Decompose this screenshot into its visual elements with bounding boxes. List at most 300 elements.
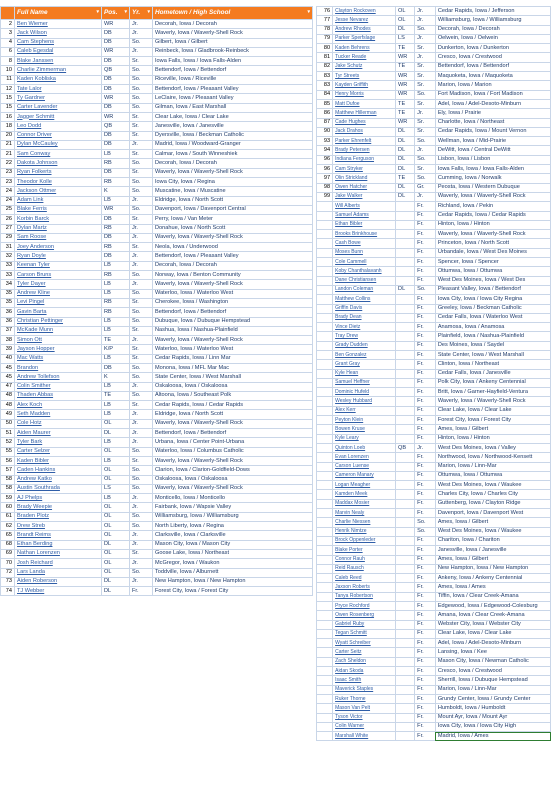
cell-position[interactable] xyxy=(396,304,415,313)
cell-number[interactable]: 97 xyxy=(317,174,333,183)
cell-number[interactable]: 6 xyxy=(1,47,15,56)
cell-position[interactable] xyxy=(396,536,415,545)
cell-hometown[interactable]: Forest City, Iowa / Forest City xyxy=(153,587,313,596)
cell-number[interactable]: 16 xyxy=(1,112,15,121)
cell-hometown[interactable]: Decorah, Iowa / Decorah xyxy=(435,25,550,34)
cell-number[interactable]: 35 xyxy=(1,289,15,298)
cell-full-name[interactable]: Reid Rausch xyxy=(333,564,396,573)
cell-year[interactable]: So. xyxy=(130,466,153,475)
cell-position[interactable]: TE xyxy=(396,109,415,118)
cell-number[interactable]: 45 xyxy=(1,373,15,382)
cell-hometown[interactable]: Eldridge, Iowa / North Scott xyxy=(153,410,313,419)
cell-position[interactable] xyxy=(396,704,415,713)
cell-year[interactable]: Fr. xyxy=(415,564,436,573)
cell-year[interactable]: Sr. xyxy=(415,81,436,90)
cell-full-name[interactable]: Maverick Staples xyxy=(333,685,396,694)
cell-hometown[interactable]: Marion, Iowa / Linn-Mar xyxy=(435,685,550,694)
cell-hometown[interactable]: Ames, Iowa / Gilbert xyxy=(435,555,550,564)
cell-full-name[interactable]: Cade Hughes xyxy=(333,118,396,127)
cell-full-name[interactable]: Marvin Nealy xyxy=(333,509,396,518)
cell-year[interactable]: Sr. xyxy=(415,118,436,127)
cell-number[interactable] xyxy=(317,676,333,685)
cell-year[interactable]: Fr. xyxy=(415,323,436,332)
cell-number[interactable]: 2 xyxy=(1,20,15,29)
cell-year[interactable]: Fr. xyxy=(415,248,436,257)
cell-year[interactable]: Fr. xyxy=(415,295,436,304)
cell-number[interactable] xyxy=(317,285,333,294)
cell-full-name[interactable]: Wyatt Schreiber xyxy=(333,639,396,648)
cell-full-name[interactable]: Tucker Reade xyxy=(333,53,396,62)
cell-full-name[interactable]: Owen Hatcher xyxy=(333,183,396,192)
cell-number[interactable]: 12 xyxy=(1,85,15,94)
cell-hometown[interactable]: New Hampton, Iowa / New Hampton xyxy=(435,564,550,573)
selected-cell[interactable]: Madrid, Iowa / Ames xyxy=(435,732,550,741)
cell-number[interactable]: 51 xyxy=(1,429,15,438)
cell-hometown[interactable]: Waverly, Iowa / Waverly-Shell Rock xyxy=(153,484,313,493)
cell-year[interactable]: So. xyxy=(415,518,436,527)
cell-hometown[interactable]: State Center, Iowa / West Marshall xyxy=(153,373,313,382)
cell-hometown[interactable]: Mason City, Iowa / Mason City xyxy=(153,540,313,549)
cell-full-name[interactable]: Lars Landa xyxy=(15,568,102,577)
cell-full-name[interactable]: Nathan Lorenzen xyxy=(15,549,102,558)
cell-year[interactable]: Fr. xyxy=(415,202,436,211)
cell-number[interactable] xyxy=(317,713,333,722)
cell-hometown[interactable]: Cedar Rapids, Iowa / Mount Vernon xyxy=(435,127,550,136)
cell-position[interactable]: DL xyxy=(396,285,415,294)
cell-full-name[interactable]: Blake Ferris xyxy=(15,205,102,214)
cell-hometown[interactable]: Clear Lake, Iowa / Clear Lake xyxy=(435,406,550,415)
cell-number[interactable]: 84 xyxy=(317,90,333,99)
cell-hometown[interactable]: Decorah, Iowa / Decorah xyxy=(153,261,313,270)
cell-number[interactable] xyxy=(317,360,333,369)
cell-number[interactable]: 74 xyxy=(1,587,15,596)
cell-hometown[interactable]: Peosta, Iowa / Western Dubuque xyxy=(435,183,550,192)
cell-number[interactable]: 21 xyxy=(1,140,15,149)
cell-number[interactable]: 59 xyxy=(1,494,15,503)
cell-hometown[interactable]: Waverly, Iowa / Waverly-Shell Rock xyxy=(153,419,313,428)
cell-full-name[interactable]: Brandt Reims xyxy=(15,531,102,540)
cell-position[interactable] xyxy=(396,629,415,638)
cell-hometown[interactable]: Cedar Rapids, Iowa / Cedar Rapids xyxy=(435,211,550,220)
cell-number[interactable] xyxy=(317,295,333,304)
cell-year[interactable]: Fr. xyxy=(415,211,436,220)
cell-position[interactable] xyxy=(396,509,415,518)
cell-full-name[interactable]: Griffin Davis xyxy=(333,304,396,313)
cell-position[interactable]: OL xyxy=(102,531,130,540)
cell-year[interactable]: Fr. xyxy=(415,388,436,397)
cell-full-name[interactable]: Dane Christiansen xyxy=(333,276,396,285)
cell-position[interactable] xyxy=(396,211,415,220)
cell-number[interactable]: 65 xyxy=(1,531,15,540)
cell-number[interactable]: 52 xyxy=(1,438,15,447)
cell-number[interactable]: 45 xyxy=(1,363,15,372)
cell-hometown[interactable]: Ames, Iowa / Ames xyxy=(435,583,550,592)
cell-number[interactable]: 48 xyxy=(1,401,15,410)
cell-hometown[interactable]: West Des Moines, Iowa / West Des xyxy=(435,276,550,285)
cell-full-name[interactable]: Alex Kerr xyxy=(333,406,396,415)
cell-year[interactable]: Fr. xyxy=(415,713,436,722)
cell-full-name[interactable]: Jesse Nevarez xyxy=(333,16,396,25)
cell-position[interactable]: RB xyxy=(102,224,130,233)
cell-year[interactable]: Fr. xyxy=(415,574,436,583)
cell-year[interactable]: Fr. xyxy=(415,276,436,285)
cell-number[interactable] xyxy=(317,341,333,350)
cell-number[interactable]: 58 xyxy=(1,475,15,484)
cell-position[interactable]: RB xyxy=(102,271,130,280)
cell-position[interactable] xyxy=(396,583,415,592)
cell-number[interactable]: 56 xyxy=(1,456,15,465)
cell-position[interactable]: QB xyxy=(102,66,130,75)
cell-hometown[interactable]: West Des Moines, Iowa / Waukee xyxy=(435,481,550,490)
cell-position[interactable]: LS xyxy=(396,34,415,43)
cell-year[interactable]: So. xyxy=(130,178,153,187)
cell-full-name[interactable]: Blake Porter xyxy=(333,546,396,555)
cell-hometown[interactable]: Spencer, Iowa / Spencer xyxy=(435,258,550,267)
cell-position[interactable] xyxy=(396,657,415,666)
cell-number[interactable]: 18 xyxy=(1,122,15,131)
cell-position[interactable] xyxy=(396,350,415,359)
cell-full-name[interactable]: Andrew Katko xyxy=(15,475,102,484)
cell-hometown[interactable]: Anamosa, Iowa / Anamosa xyxy=(435,323,550,332)
cell-hometown[interactable]: Ankeny, Iowa / Ankeny Centennial xyxy=(435,574,550,583)
cell-hometown[interactable]: Adel, Iowa / Adel-Desoto-Minburn xyxy=(435,99,550,108)
cell-hometown[interactable]: Cedar Rapids, Iowa / Cedar Rapids xyxy=(153,401,313,410)
cell-full-name[interactable]: Caleb Egesdal xyxy=(15,47,102,56)
cell-hometown[interactable]: Madrid, Iowa / Woodward-Granger xyxy=(153,140,313,149)
cell-year[interactable]: Jr. xyxy=(130,503,153,512)
cell-year[interactable]: Sr. xyxy=(130,354,153,363)
cell-position[interactable]: LB xyxy=(102,401,130,410)
cell-number[interactable] xyxy=(317,258,333,267)
cell-full-name[interactable]: Dylan Martz xyxy=(15,224,102,233)
cell-number[interactable] xyxy=(317,602,333,611)
cell-full-name[interactable]: Seth Madden xyxy=(15,410,102,419)
cell-number[interactable]: 93 xyxy=(317,137,333,146)
cell-year[interactable]: Fr. xyxy=(415,583,436,592)
cell-full-name[interactable]: Cole Cammell xyxy=(333,258,396,267)
cell-full-name[interactable]: Brock Oppenleder xyxy=(333,536,396,545)
cell-number[interactable] xyxy=(317,620,333,629)
cell-full-name[interactable]: Will Alberts xyxy=(333,202,396,211)
cell-full-name[interactable]: Andrew Tollefson xyxy=(15,373,102,382)
cell-position[interactable]: DL xyxy=(396,155,415,164)
cell-year[interactable]: Fr. xyxy=(415,378,436,387)
cell-hometown[interactable]: Toddville, Iowa / Alburnett xyxy=(153,568,313,577)
cell-position[interactable] xyxy=(396,202,415,211)
cell-number[interactable]: 25 xyxy=(1,205,15,214)
cell-year[interactable]: Jr. xyxy=(130,429,153,438)
cell-full-name[interactable]: Theodor Kolle xyxy=(15,178,102,187)
cell-position[interactable]: RB xyxy=(102,298,130,307)
cell-year[interactable]: So. xyxy=(415,285,436,294)
cell-position[interactable]: DL xyxy=(396,183,415,192)
cell-hometown[interactable]: Monona, Iowa / MFL Mar Mac xyxy=(153,363,313,372)
cell-full-name[interactable]: Matt Dufoe xyxy=(333,99,396,108)
cell-year[interactable]: So. xyxy=(130,484,153,493)
cell-hometown[interactable]: Norway, Iowa / Benton Community xyxy=(153,271,313,280)
cell-number[interactable]: 94 xyxy=(317,146,333,155)
cell-full-name[interactable]: Vince Dietz xyxy=(333,323,396,332)
cell-full-name[interactable]: Brady Petersen xyxy=(333,146,396,155)
cell-full-name[interactable]: Jagger Schmitt xyxy=(15,112,102,121)
header-position[interactable]: Pos. ▾ xyxy=(102,7,130,20)
cell-year[interactable]: So. xyxy=(130,522,153,531)
cell-position[interactable]: OL xyxy=(102,512,130,521)
cell-number[interactable]: 69 xyxy=(1,549,15,558)
cell-full-name[interactable]: Brooks Brinkhouse xyxy=(333,230,396,239)
cell-year[interactable]: Jr. xyxy=(415,443,436,452)
cell-year[interactable]: Jr. xyxy=(415,146,436,155)
cell-hometown[interactable]: State Center, Iowa / West Marshall xyxy=(435,350,550,359)
cell-full-name[interactable]: Levi Pingel xyxy=(15,298,102,307)
cell-hometown[interactable]: Cresco, Iowa / Crestwood xyxy=(435,667,550,676)
cell-full-name[interactable]: Tate Lalor xyxy=(15,85,102,94)
cell-number[interactable]: 4 xyxy=(1,38,15,47)
cell-year[interactable]: Fr. xyxy=(415,648,436,657)
cell-position[interactable]: RB xyxy=(102,243,130,252)
cell-position[interactable]: OL xyxy=(102,503,130,512)
cell-hometown[interactable]: Ames, Iowa / Gilbert xyxy=(435,518,550,527)
cell-position[interactable] xyxy=(396,564,415,573)
cell-position[interactable]: LB xyxy=(102,326,130,335)
cell-position[interactable]: DB xyxy=(102,103,130,112)
cell-hometown[interactable]: Janesville, Iowa / Janesville xyxy=(435,546,550,555)
cell-full-name[interactable]: Josh Reichard xyxy=(15,559,102,568)
cell-year[interactable]: Jr. xyxy=(130,419,153,428)
cell-position[interactable]: LB xyxy=(102,382,130,391)
cell-year[interactable]: So. xyxy=(130,205,153,214)
cell-year[interactable]: Jr. xyxy=(130,531,153,540)
cell-number[interactable] xyxy=(317,555,333,564)
cell-position[interactable] xyxy=(396,471,415,480)
cell-year[interactable]: Sr. xyxy=(130,150,153,159)
cell-number[interactable] xyxy=(317,248,333,257)
cell-full-name[interactable]: Tray Drew xyxy=(333,332,396,341)
cell-year[interactable]: Sr. xyxy=(415,99,436,108)
cell-position[interactable] xyxy=(396,602,415,611)
cell-position[interactable]: LB xyxy=(102,261,130,270)
cell-position[interactable]: WR xyxy=(396,72,415,81)
cell-hometown[interactable]: Waverly, Iowa / Waverly-Shell Rock xyxy=(153,168,313,177)
cell-number[interactable] xyxy=(317,230,333,239)
cell-year[interactable]: Jr. xyxy=(130,233,153,242)
cell-position[interactable]: QB xyxy=(102,122,130,131)
cell-year[interactable]: So. xyxy=(415,90,436,99)
cell-hometown[interactable]: Lansing, Iowa / Kee xyxy=(435,648,550,657)
cell-year[interactable]: Jr. xyxy=(130,540,153,549)
cell-hometown[interactable]: Richland, Iowa / Pekin xyxy=(435,202,550,211)
cell-year[interactable]: Sr. xyxy=(130,345,153,354)
cell-position[interactable] xyxy=(396,388,415,397)
cell-position[interactable]: DL xyxy=(396,127,415,136)
cell-year[interactable]: Fr. xyxy=(415,694,436,703)
cell-full-name[interactable]: Dylan McCauley xyxy=(15,140,102,149)
cell-year[interactable]: Fr. xyxy=(415,230,436,239)
cell-full-name[interactable]: Olin Strickland xyxy=(333,174,396,183)
cell-number[interactable]: 50 xyxy=(1,419,15,428)
cell-year[interactable]: Gr. xyxy=(415,183,436,192)
cell-full-name[interactable]: Cash Bowe xyxy=(333,239,396,248)
cell-full-name[interactable]: Colin Smither xyxy=(15,382,102,391)
cell-year[interactable]: So. xyxy=(130,271,153,280)
cell-number[interactable]: 36 xyxy=(1,317,15,326)
cell-hometown[interactable]: DeWitt, Iowa / Central DeWitt xyxy=(435,146,550,155)
cell-full-name[interactable]: Caleb Reed xyxy=(333,574,396,583)
cell-number[interactable] xyxy=(317,276,333,285)
cell-hometown[interactable]: Cedar Falls, Iowa / Waterloo West xyxy=(435,313,550,322)
cell-number[interactable]: 49 xyxy=(1,410,15,419)
cell-year[interactable]: Fr. xyxy=(415,657,436,666)
cell-year[interactable]: Fr. xyxy=(130,587,153,596)
filter-dropdown-icon[interactable]: ▾ xyxy=(96,9,99,16)
cell-number[interactable]: 78 xyxy=(317,25,333,34)
cell-full-name[interactable]: Dakota Johnson xyxy=(15,159,102,168)
cell-full-name[interactable]: Matthew Hillerman xyxy=(333,109,396,118)
cell-hometown[interactable]: Ames, Iowa / Gilbert xyxy=(435,425,550,434)
cell-full-name[interactable]: Kayden Griffith xyxy=(333,81,396,90)
cell-full-name[interactable]: Dominic Hufeld xyxy=(333,388,396,397)
cell-full-name[interactable]: Ruker Thorne xyxy=(333,694,396,703)
cell-number[interactable] xyxy=(317,704,333,713)
cell-number[interactable]: 3 xyxy=(1,29,15,38)
cell-position[interactable]: DB xyxy=(102,38,130,47)
cell-year[interactable]: So. xyxy=(415,25,436,34)
cell-number[interactable] xyxy=(317,378,333,387)
header-year[interactable]: Yr. ▾ xyxy=(130,7,153,20)
cell-full-name[interactable]: Clayton Rockoven xyxy=(333,7,396,16)
cell-year[interactable]: So. xyxy=(130,85,153,94)
cell-number[interactable]: 32 xyxy=(1,252,15,261)
cell-number[interactable]: 24 xyxy=(1,187,15,196)
cell-number[interactable] xyxy=(317,509,333,518)
cell-full-name[interactable]: Ryan Folkerts xyxy=(15,168,102,177)
cell-year[interactable]: Fr. xyxy=(415,592,436,601)
cell-position[interactable] xyxy=(396,620,415,629)
cell-full-name[interactable]: Kyle Hean xyxy=(333,369,396,378)
cell-hometown[interactable]: Des Moines, Iowa / Saydel xyxy=(435,341,550,350)
cell-year[interactable]: Fr. xyxy=(415,732,436,741)
cell-year[interactable]: Jr. xyxy=(130,438,153,447)
cell-position[interactable] xyxy=(396,434,415,443)
cell-position[interactable] xyxy=(396,341,415,350)
cell-full-name[interactable]: Parker Sperfslage xyxy=(333,34,396,43)
cell-hometown[interactable]: Bettendorf, Iowa / Bettendorf xyxy=(153,308,313,317)
cell-position[interactable]: LB xyxy=(102,150,130,159)
cell-full-name[interactable]: Alex Koch xyxy=(15,401,102,410)
cell-number[interactable] xyxy=(317,471,333,480)
cell-full-name[interactable]: Sam Conway xyxy=(15,150,102,159)
cell-full-name[interactable]: Pryce Rochford xyxy=(333,602,396,611)
cell-hometown[interactable]: Cresco, Iowa / Crestwood xyxy=(435,53,550,62)
cell-year[interactable]: Fr. xyxy=(415,509,436,518)
cell-hometown[interactable]: Princeton, Iowa / North Scott xyxy=(435,239,550,248)
cell-full-name[interactable]: Parker Ehrenfelt xyxy=(333,137,396,146)
cell-hometown[interactable]: Dunkerton, Iowa / Dunkerton xyxy=(435,44,550,53)
cell-year[interactable]: Jr. xyxy=(130,577,153,586)
cell-year[interactable]: Sr. xyxy=(130,298,153,307)
cell-full-name[interactable]: Carter Seitz xyxy=(333,648,396,657)
cell-number[interactable]: 21 xyxy=(1,150,15,159)
cell-number[interactable] xyxy=(317,267,333,276)
cell-hometown[interactable]: Mount Ayr, Iowa / Mount Ayr xyxy=(435,713,550,722)
cell-hometown[interactable]: Gilbert, Iowa / Gilbert xyxy=(153,38,313,47)
cell-number[interactable]: 87 xyxy=(317,118,333,127)
cell-position[interactable]: DB xyxy=(102,252,130,261)
cell-full-name[interactable]: Adam Link xyxy=(15,196,102,205)
cell-position[interactable]: LB xyxy=(102,196,130,205)
cell-position[interactable] xyxy=(396,360,415,369)
cell-hometown[interactable]: North Liberty, Iowa / Regina xyxy=(153,522,313,531)
cell-hometown[interactable]: Chariton, Iowa / Chariton xyxy=(435,536,550,545)
cell-year[interactable]: Fr. xyxy=(415,546,436,555)
cell-full-name[interactable]: Colin Warner xyxy=(333,722,396,731)
cell-number[interactable]: 29 xyxy=(1,233,15,242)
cell-full-name[interactable]: Landon Coleman xyxy=(333,285,396,294)
cell-year[interactable]: So. xyxy=(130,75,153,84)
cell-full-name[interactable]: Cameron Manary xyxy=(333,471,396,480)
cell-position[interactable] xyxy=(396,685,415,694)
cell-full-name[interactable]: Brady Dean xyxy=(333,313,396,322)
cell-full-name[interactable]: Owen Rosenberg xyxy=(333,611,396,620)
cell-position[interactable]: LB xyxy=(102,317,130,326)
cell-year[interactable]: Fr. xyxy=(415,620,436,629)
cell-year[interactable]: Jr. xyxy=(130,196,153,205)
cell-number[interactable] xyxy=(317,462,333,471)
cell-position[interactable] xyxy=(396,592,415,601)
cell-year[interactable]: Fr. xyxy=(415,453,436,462)
cell-position[interactable]: DB xyxy=(102,57,130,66)
cell-hometown[interactable]: Gilman, Iowa / East Marshall xyxy=(153,103,313,112)
cell-number[interactable]: 82 xyxy=(317,62,333,71)
cell-number[interactable]: 61 xyxy=(1,512,15,521)
cell-position[interactable] xyxy=(396,713,415,722)
cell-full-name[interactable]: Samuel Adams xyxy=(333,211,396,220)
cell-number[interactable]: 76 xyxy=(317,7,333,16)
cell-position[interactable] xyxy=(396,453,415,462)
cell-position[interactable]: WR xyxy=(396,53,415,62)
cell-year[interactable]: Jr. xyxy=(130,382,153,391)
cell-full-name[interactable]: Drew Streb xyxy=(15,522,102,531)
cell-year[interactable]: Sr. xyxy=(130,57,153,66)
cell-number[interactable] xyxy=(317,304,333,313)
cell-full-name[interactable]: Jake Walker xyxy=(333,192,396,201)
cell-full-name[interactable]: Henry Morris xyxy=(333,90,396,99)
cell-year[interactable]: Sr. xyxy=(415,165,436,174)
cell-year[interactable]: So. xyxy=(415,174,436,183)
cell-year[interactable]: Fr. xyxy=(415,434,436,443)
cell-position[interactable]: OL xyxy=(102,475,130,484)
cell-number[interactable] xyxy=(317,667,333,676)
cell-number[interactable]: 26 xyxy=(1,215,15,224)
cell-hometown[interactable]: Edgewood, Iowa / Edgewood-Colesburg xyxy=(435,602,550,611)
cell-number[interactable]: 79 xyxy=(317,34,333,43)
cell-position[interactable]: WR xyxy=(102,47,130,56)
cell-year[interactable]: Jr. xyxy=(130,20,153,29)
cell-hometown[interactable]: Amana, Iowa / Clear Creek-Amana xyxy=(435,611,550,620)
cell-full-name[interactable]: Gavin Barta xyxy=(15,308,102,317)
cell-full-name[interactable]: Kaden Behrens xyxy=(333,44,396,53)
cell-position[interactable]: LB xyxy=(102,410,130,419)
cell-full-name[interactable]: Carson Luense xyxy=(333,462,396,471)
cell-number[interactable] xyxy=(317,648,333,657)
cell-hometown[interactable]: Bettendorf, Iowa / Pleasant Valley xyxy=(153,252,313,261)
cell-hometown[interactable]: West Des Moines, Iowa / Waukee xyxy=(435,527,550,536)
cell-hometown[interactable]: Marion, Iowa / Marion xyxy=(435,81,550,90)
cell-hometown[interactable]: Bettendorf, Iowa / Bettendorf xyxy=(435,62,550,71)
cell-full-name[interactable]: Matthew Collins xyxy=(333,295,396,304)
cell-number[interactable] xyxy=(317,564,333,573)
cell-number[interactable] xyxy=(317,211,333,220)
